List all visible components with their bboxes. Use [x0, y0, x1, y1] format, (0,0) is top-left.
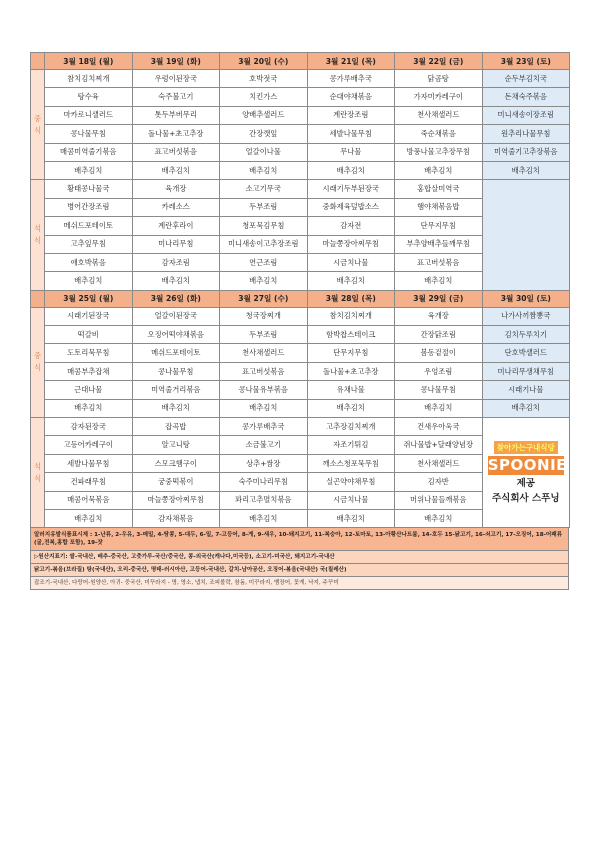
menu-item: 원추리나물무침 [482, 125, 570, 143]
menu-item: 카레소스 [132, 198, 220, 216]
menu-item: 스모크햄구이 [132, 454, 220, 472]
dinner-label [31, 418, 45, 528]
menu-item: 시금치나물 [307, 491, 395, 509]
menu-item: 시래기두부된장국 [307, 180, 395, 198]
menu-item: 감자전 [307, 217, 395, 235]
menu-item: 마카로니샐러드 [45, 106, 133, 124]
header-corner [31, 290, 45, 307]
menu-item: 중화제육덮밥소스 [307, 198, 395, 216]
menu-item: 배추김치 [220, 161, 308, 179]
menu-item: 함박찹스테이크 [307, 326, 395, 344]
table-row [31, 125, 570, 143]
menu-item: 숙주미나리무침 [220, 473, 308, 491]
meal-label-char: 중 [33, 113, 42, 123]
menu-item: 상추+쌈장 [220, 454, 308, 472]
menu-item: 배추김치 [395, 509, 483, 527]
menu-item: 메쉬드포테이토 [45, 217, 133, 235]
menu-item: 콩나물무침 [45, 125, 133, 143]
menu-item: 배추김치 [307, 272, 395, 290]
menu-item: 순두부김치국 [482, 70, 570, 88]
menu-item: 순대야채볶음 [307, 88, 395, 106]
menu-item: 세발나물무침 [45, 454, 133, 472]
day-header: 3월 22일 (금) [395, 53, 483, 70]
meal-label-char: 식 [33, 236, 42, 246]
day-header: 3월 26일 (화) [132, 290, 220, 307]
day-header: 3월 19일 (화) [132, 53, 220, 70]
menu-item: 청국장찌개 [220, 307, 308, 325]
table-row [31, 344, 570, 362]
menu-item: 김자반 [395, 473, 483, 491]
spoonie-logo: SPOONIE [487, 455, 567, 474]
menu-item: 콩가루배추국 [307, 70, 395, 88]
menu-item: 고추장김치찌개 [307, 418, 395, 436]
menu-item: 배추김치 [307, 509, 395, 527]
menu-item: 배추김치 [482, 161, 570, 179]
table-row [31, 106, 570, 124]
meal-plan-sheet [30, 52, 569, 590]
menu-item: 배추김치 [395, 272, 483, 290]
promo-provided: 제공 [516, 477, 535, 489]
menu-item: 간장닭조림 [395, 326, 483, 344]
origin-note-2: 닭고기-볶음(브라질) 탕(국내산), 오리-중국산, 명태-러시아산, 고등어-국내산, 갈치-남아공산, 오징어-볶음(국내산) 국(칠레산) [30, 564, 569, 577]
menu-item: 배추김치 [45, 161, 133, 179]
menu-item: 시래기나물 [482, 381, 570, 399]
promo-tag: 찾아가는구내식당 [494, 441, 558, 454]
day-header: 3월 25일 (월) [45, 290, 133, 307]
day-header: 3월 23일 (토) [482, 53, 570, 70]
menu-item: 두부조림 [220, 326, 308, 344]
menu-item: 배추김치 [45, 509, 133, 527]
menu-item: 감자조림 [132, 253, 220, 271]
menu-item: 돌나물+초고추장 [132, 125, 220, 143]
table-row [31, 381, 570, 399]
menu-item: 애호박볶음 [45, 253, 133, 271]
origin-note-3: 잡조기-국내산, 다랑어-원양산, 아귀- 중국산, 미꾸라지 - 명, 영소, 냅치, 조피볼락, 참돔, 미꾸라지, 뱀장어, 꽃게, 낙지, 주꾸미 [30, 577, 569, 590]
saturday-dinner-empty [482, 180, 570, 290]
menu-item: 콩나물무침 [132, 362, 220, 380]
menu-item: 궁중떡볶이 [132, 473, 220, 491]
day-header: 3월 20일 (수) [220, 53, 308, 70]
menu-item: 돌나물+초고추장 [307, 362, 395, 380]
menu-item: 알고니탕 [132, 436, 220, 454]
menu-item: 계란장조림 [307, 106, 395, 124]
menu-item: 얼갈이나물 [220, 143, 308, 161]
menu-item: 표고버섯볶음 [132, 143, 220, 161]
menu-item: 배추김치 [132, 161, 220, 179]
table-row [31, 362, 570, 380]
menu-item: 우엉조림 [395, 362, 483, 380]
menu-item: 표고버섯볶음 [395, 253, 483, 271]
menu-item: 홍합살미역국 [395, 180, 483, 198]
menu-item: 죽순채볶음 [395, 125, 483, 143]
menu-item: 방풍나물고추장무침 [395, 143, 483, 161]
menu-item: 배추김치 [45, 272, 133, 290]
menu-item: 미역줄거리볶음 [132, 381, 220, 399]
menu-item: 치킨가스 [220, 88, 308, 106]
day-header: 3월 28일 (목) [307, 290, 395, 307]
menu-item: 돈채숙주볶음 [482, 88, 570, 106]
menu-item: 잡곡밥 [132, 418, 220, 436]
menu-item: 마늘쫑장아찌무침 [307, 235, 395, 253]
lunch-label [31, 70, 45, 180]
menu-item: 육개장 [132, 180, 220, 198]
menu-item: 미나리무침 [132, 235, 220, 253]
menu-item: 건새우아욱국 [395, 418, 483, 436]
menu-item: 콩가루배추국 [220, 418, 308, 436]
menu-item: 도토리묵무침 [45, 344, 133, 362]
table-row [31, 88, 570, 106]
menu-item: 쥐나물밥+달래양념장 [395, 436, 483, 454]
menu-item: 오징어떡야채볶음 [132, 326, 220, 344]
menu-item: 메쉬드포테이토 [132, 344, 220, 362]
menu-item: 감자채볶음 [132, 509, 220, 527]
menu-item: 배추김치 [307, 161, 395, 179]
menu-item: 숙주불고기 [132, 88, 220, 106]
menu-item: 배추김치 [220, 509, 308, 527]
dinner-label [31, 180, 45, 290]
menu-item: 닭곰탕 [395, 70, 483, 88]
menu-item: 머위나물들깨볶음 [395, 491, 483, 509]
menu-item: 두부조림 [220, 198, 308, 216]
table-row [31, 399, 570, 417]
menu-item: 세발나물무침 [307, 125, 395, 143]
menu-item: 병어간장조림 [45, 198, 133, 216]
day-header: 3월 18일 (월) [45, 53, 133, 70]
menu-item: 유채나물 [307, 381, 395, 399]
menu-item: 연근조림 [220, 253, 308, 271]
promo-company: 주식회사 스푸닝 [491, 492, 560, 504]
menu-item: 부추양배추들깨무침 [395, 235, 483, 253]
menu-item: 호박젓국 [220, 70, 308, 88]
menu-table [30, 52, 570, 528]
meal-label-char: 석 [33, 224, 42, 234]
menu-item: 톳두부버무리 [132, 106, 220, 124]
menu-item: 양배추샐러드 [220, 106, 308, 124]
menu-item: 우렁이된장국 [132, 70, 220, 88]
menu-item: 소고기무국 [220, 180, 308, 198]
menu-item: 배추김치 [220, 399, 308, 417]
table-row [31, 143, 570, 161]
menu-item: 근대나물 [45, 381, 133, 399]
table-row [31, 326, 570, 344]
menu-item: 간장깻잎 [220, 125, 308, 143]
menu-item: 나가사끼짬뽕국 [482, 307, 570, 325]
menu-item: 가자미카레구이 [395, 88, 483, 106]
menu-item: 김치두루치기 [482, 326, 570, 344]
menu-item: 꽈리고추멸치볶음 [220, 491, 308, 509]
day-header: 3월 21일 (목) [307, 53, 395, 70]
menu-item: 실곤약야채무침 [307, 473, 395, 491]
menu-item: 천사채샐러드 [220, 344, 308, 362]
menu-item: 깨소스청포묵무침 [307, 454, 395, 472]
menu-item: 콩나물유부볶음 [220, 381, 308, 399]
lunch-label [31, 307, 45, 417]
header-corner [31, 53, 45, 70]
menu-item: 배추김치 [45, 399, 133, 417]
menu-item: 감자된장국 [45, 418, 133, 436]
menu-item: 시래기된장국 [45, 307, 133, 325]
day-header: 3월 30일 (토) [482, 290, 570, 307]
menu-item: 고추잎무침 [45, 235, 133, 253]
menu-item: 육개장 [395, 307, 483, 325]
table-row [31, 418, 570, 436]
menu-item: 배추김치 [220, 272, 308, 290]
week1-header-row [31, 53, 570, 70]
menu-item: 미역줄기고추장볶음 [482, 143, 570, 161]
menu-item: 배추김치 [395, 399, 483, 417]
promo-box [482, 418, 570, 528]
menu-item: 배추김치 [307, 399, 395, 417]
menu-item: 단무지무침 [395, 217, 483, 235]
table-row [31, 70, 570, 88]
menu-item: 참치김치찌개 [307, 307, 395, 325]
menu-item: 소금불고기 [220, 436, 308, 454]
week2-header-row [31, 290, 570, 307]
menu-item: 단호박샐러드 [482, 344, 570, 362]
menu-item: 마늘쫑장아찌무침 [132, 491, 220, 509]
menu-item: 미나리무생채무침 [482, 362, 570, 380]
menu-item: 계란후라이 [132, 217, 220, 235]
meal-label-char: 식 [33, 125, 42, 135]
meal-label-char: 식 [33, 473, 42, 483]
origin-note-1: ▷원산지표기: 쌀-국내산, 배추-중국산, 고춧가루-국산/중국산, 콩-외국산(캐나다,미국등), 소고기-미국산, 돼지고기-국내산 [30, 551, 569, 564]
table-row [31, 161, 570, 179]
menu-item: 배추김치 [482, 399, 570, 417]
menu-item: 배추김치 [395, 161, 483, 179]
menu-table-body [31, 53, 570, 528]
meal-label-char: 식 [33, 363, 42, 373]
menu-item: 천사채샐러드 [395, 106, 483, 124]
meal-label-char: 중 [33, 351, 42, 361]
menu-item: 천사채샐러드 [395, 454, 483, 472]
menu-item: 콩나물무침 [395, 381, 483, 399]
meal-label-char: 석 [33, 461, 42, 471]
menu-item: 청포묵김무침 [220, 217, 308, 235]
menu-item: 고등어카레구이 [45, 436, 133, 454]
menu-item: 미니새송이장조림 [482, 106, 570, 124]
menu-item: 미니새송이고추장조림 [220, 235, 308, 253]
allergy-note: 알러지유발식품표시제 : 1-난류, 2-우유, 3-메밀, 4-땅콩, 5-대두, 6-밀, 7-고등어, 8-게, 9-새우, 10-돼지고기, 11-복숭아, 12-토마토, 13-아황산나트륨, 14-호두 15-닭고기, 16-쇠고기, 17-오징어, 18-어패류 (굴,전복,홍합 포함), 19-잣 [30, 528, 569, 551]
day-header: 3월 29일 (금) [395, 290, 483, 307]
menu-item: 참치김치찌개 [45, 70, 133, 88]
menu-item: 건파래무침 [45, 473, 133, 491]
menu-item: 무나물 [307, 143, 395, 161]
menu-item: 얼갈이된장국 [132, 307, 220, 325]
menu-item: 황태콩나물국 [45, 180, 133, 198]
day-header: 3월 27일 (수) [220, 290, 308, 307]
menu-item: 햄야채볶음밥 [395, 198, 483, 216]
menu-item: 매콤부추잡채 [45, 362, 133, 380]
menu-item: 배추김치 [132, 399, 220, 417]
menu-item: 봄동겉절이 [395, 344, 483, 362]
menu-item: 단무지무침 [307, 344, 395, 362]
menu-item: 매콤미역줄기볶음 [45, 143, 133, 161]
menu-item: 매콤어묵볶음 [45, 491, 133, 509]
menu-item: 표고버섯볶음 [220, 362, 308, 380]
menu-item: 자조기튀김 [307, 436, 395, 454]
menu-item: 탕수육 [45, 88, 133, 106]
menu-item: 배추김치 [132, 272, 220, 290]
menu-item: 시금치나물 [307, 253, 395, 271]
table-row [31, 180, 570, 198]
menu-item: 떡갈비 [45, 326, 133, 344]
table-row [31, 307, 570, 325]
